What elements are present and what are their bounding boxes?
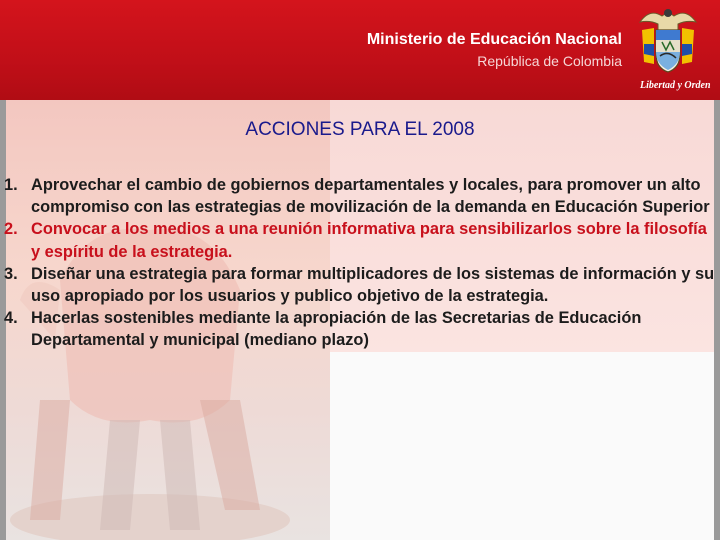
list-item bbox=[4, 174, 716, 218]
item-text: Convocar a los medios a una reunión informativa para sensibilizarlos sobre la filosofía y espíritu de la estrategia. bbox=[31, 220, 707, 261]
country-name: República de Colombia bbox=[477, 53, 622, 69]
ministry-name: Ministerio de Educación Nacional bbox=[366, 31, 622, 48]
motto-text: Libertad y Orden bbox=[640, 80, 711, 91]
item-text: Aprovechar el cambio de gobiernos departamentales y locales, para promover un alto compromiso con las estrategias de movilización de la demanda en Educación Superior bbox=[31, 176, 710, 217]
list-item bbox=[4, 218, 716, 262]
item-number: 2. bbox=[4, 220, 18, 239]
list-item bbox=[4, 263, 716, 307]
poster-blank-area bbox=[330, 352, 720, 540]
item-text: Hacerlas sostenibles mediante la apropiación de las Secretarias de Educación Departamental y municipal (mediano plazo) bbox=[31, 309, 642, 350]
item-number: 4. bbox=[4, 309, 18, 328]
item-number: 3. bbox=[4, 264, 18, 283]
item-number: 1. bbox=[4, 176, 18, 194]
slide-title: ACCIONES PARA EL 2008 bbox=[245, 119, 475, 140]
colombia-coat-of-arms-icon bbox=[636, 4, 700, 78]
list-item bbox=[4, 307, 716, 351]
actions-list bbox=[4, 174, 716, 352]
item-text: Diseñar una estrategia para formar multiplicadores de los sistemas de información y su uso apropiado por los usuarios y publico objetivo de la estrategia. bbox=[31, 264, 715, 306]
header-band bbox=[0, 0, 720, 100]
